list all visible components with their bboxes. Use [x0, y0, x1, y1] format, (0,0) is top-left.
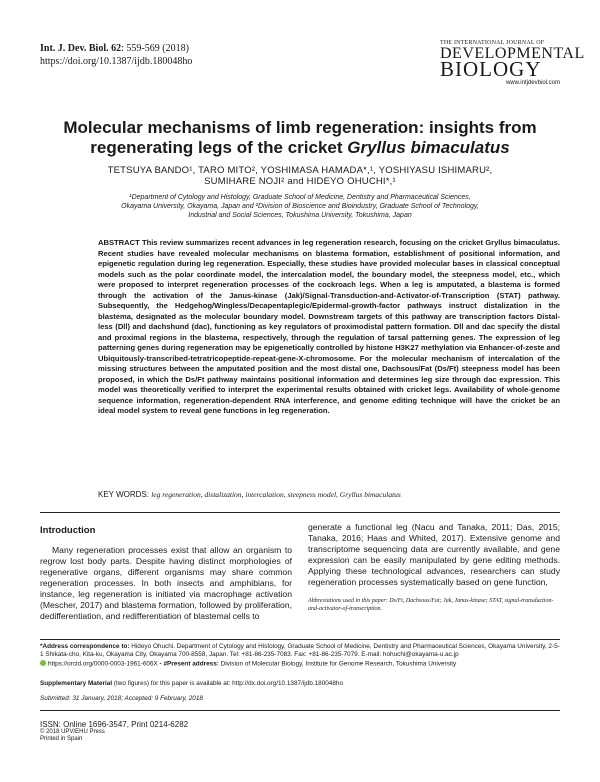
authors-line-2: SUMIHARE NOJI² and HIDEYO OHUCHI*,¹: [204, 176, 396, 187]
orcid-icon: [40, 660, 46, 666]
supplementary-text: (two figures) for this paper is available at: http://dx.doi.org/10.1387/ijdb.180048ho: [112, 680, 344, 687]
intro-right-column: [308, 522, 560, 613]
logo-url[interactable]: www.intjdevbiol.com: [505, 80, 560, 86]
orcid-link[interactable]: https://orcid.org/0000-0003-1961-606X: [48, 660, 158, 668]
keywords: [98, 490, 560, 500]
paper-title: [40, 118, 560, 158]
logo-line-2: DEVELOPMENTAL: [440, 45, 585, 62]
affiliation-line-2: Okayama University, Okayama, Japan and ²Division of Bioscience and Bioindustry, Graduate School of Technology,: [121, 203, 479, 210]
abstract: [98, 238, 560, 417]
logo-line-3: BIOLOGY: [440, 57, 542, 81]
copyright: © 2018 UPV/EHU Press: [40, 729, 105, 735]
present-address-text: Division of Molecular Biology, Institute for Genome Research, Tokushima University: [218, 660, 457, 668]
logo-line-1: THE INTERNATIONAL JOURNAL OF: [440, 40, 545, 46]
doi-link[interactable]: https://doi.org/10.1387/ijdb.180048ho: [40, 56, 193, 67]
supplementary-note: [40, 680, 560, 688]
journal-logo: [440, 40, 585, 86]
abstract-text: This review summarizes recent advances in leg regeneration research, focusing on the cricket Gryllus bimaculatus. Recent studies have revealed molecular mechanisms on blastema formation, establishment of positional information, and epigenetic regulation during leg regeneration. Especially, these studies have provided molecular bases in classical conceptual models such as the polar coordinate model, the intercalation model, the boundary model, the steepness model, etc., which were proposed to interpret regeneration processes of the cockroach legs. When a leg is amputated, a blastema is formed through the activation of the Janus-kinase (Jak)/Signal-Transduction-and-Activator-of-Transcription (STAT) pathway. Subsequently, the Hedgehog/Wingless/Decapentaplegic/Epidermal-growth-factor pathways instruct distalization in the blastema, designated as the molecular boundary model. Downstream targets of this pathway are transcription factors Distal-less (Dll) and dachshund (dac), functioning as key regulators of proximodistal pattern formation. Dll and dac specify the distal and proximal regions in the blastema, respectively, through the regulation of tarsal patterning genes. The expression of leg patterning genes during regeneration may be epigenetically controlled by histone H3K27 methylation via Enhancer-of-zeste and Ubiquitously-transcribed-tetratricopeptide-repeat-gene-X-chromosome. For the molecular mechanism of intercalation of the missing structures between the amputated position and the most distal one, Dachsous/Fat (Ds/Ft) steepness model has been proposed, in which the Ds/Ft pathway maintains positional information and determines leg size through dac expression. This model was theoretically verified to interpret the experimental results obtained with cricket legs. Availability of whole-genome sequence information, regeneration-dependent RNA interference, and genome editing technique will have the cricket be an ideal model system to reveal gene functions in leg regeneration.: [98, 238, 560, 415]
title-line-2-text: regenerating legs of the cricket: [90, 138, 348, 157]
authors-line-1: TETSUYA BANDO¹, TARO MITO², YOSHIMASA HAMADA*,¹, YOSHIYASU ISHIMARU²,: [107, 165, 493, 176]
affiliation-line-1: ¹Department of Cytology and Histology, Graduate School of Medicine, Dentistry and Pharmaceutical Sciences,: [129, 194, 471, 201]
submission-dates: Submitted: 31 January, 2018; Accepted: 9 February, 2018: [40, 695, 203, 702]
title-species: Gryllus bimaculatus: [347, 138, 510, 157]
divider-bottom: [40, 639, 560, 640]
title-line-1: Molecular mechanisms of limb regeneration: insights from: [63, 118, 537, 137]
present-address-label: - #Present address:: [157, 660, 219, 668]
intro-paragraph-right: generate a functional leg (Nacu and Tanaka, 2011; Das, 2015; Tanaka, 2016; Haas and Whited, 2017). Extensive genome and transcriptome sequencing data are currently available, and gene expression can be easily manipulated by gene editing methods. Applying these technological advances, researchers can study regeneration processes systematically based on gene function,: [308, 522, 560, 587]
journal-pages: : 559-569 (2018): [121, 43, 189, 54]
author-list: [60, 165, 540, 187]
section-heading-introduction: Introduction: [40, 525, 96, 536]
abstract-label: ABSTRACT: [98, 238, 140, 247]
affiliation-line-3: Industrial and Social Sciences, Tokushima University, Tokushima, Japan: [188, 212, 412, 219]
title-line-2: [40, 138, 560, 158]
issn: ISSN: Online 1696-3547, Print 0214-6282: [40, 720, 189, 729]
abbreviations-footnote: Abbreviations used in this paper: Ds/Ft, Dachsous/Fat; Jak, Janus-kinase; STAT, signal-transduction-and-activator-of-transcription.: [308, 598, 554, 612]
keywords-list: leg regeneration, distalization, intercalation, steepness model, Gryllus bimaculatus: [151, 490, 401, 499]
divider-footer: [40, 710, 560, 711]
footer: [40, 720, 188, 743]
divider-top: [40, 512, 560, 513]
intro-left-column: [40, 525, 292, 622]
supplementary-label: Supplementary Material: [40, 680, 113, 687]
journal-header: [40, 42, 192, 68]
journal-name: Int. J. Dev. Biol. 62: [40, 43, 122, 54]
printed-in: Printed in Spain: [40, 736, 83, 742]
intro-paragraph-left: Many regeneration processes exist that allow an organism to regrow lost body parts. Despite having distinct morphologies of regenerative organs, different organisms may share common regeneration processes. In both insects and amphibians, for instance, leg regeneration is initiated via macrophage activation (Mescher, 2017) and blastema formation, followed by proliferation, dedifferentiation, and redifferentiation of blastemal cells to: [40, 545, 292, 621]
keywords-label: KEY WORDS:: [98, 490, 152, 499]
correspondence-block: [40, 643, 560, 669]
correspondence-text: Hideyo Ohuchi. Department of Cytology and Histology, Graduate School of Medicine, Dentistry and Pharmaceutical Sciences, Okayama University, 2-5-1 Shikata-cho, Kita-ku, Okayama City, Okayama 700-8558, Japan. Tel: +81-86-235-7083. Fax: +81-86-235-7079. E-mail: hohuchi@okayama-u.ac.jp: [40, 643, 560, 659]
correspondence-label: *Address correspondence to:: [40, 643, 130, 650]
affiliations: [60, 193, 540, 220]
